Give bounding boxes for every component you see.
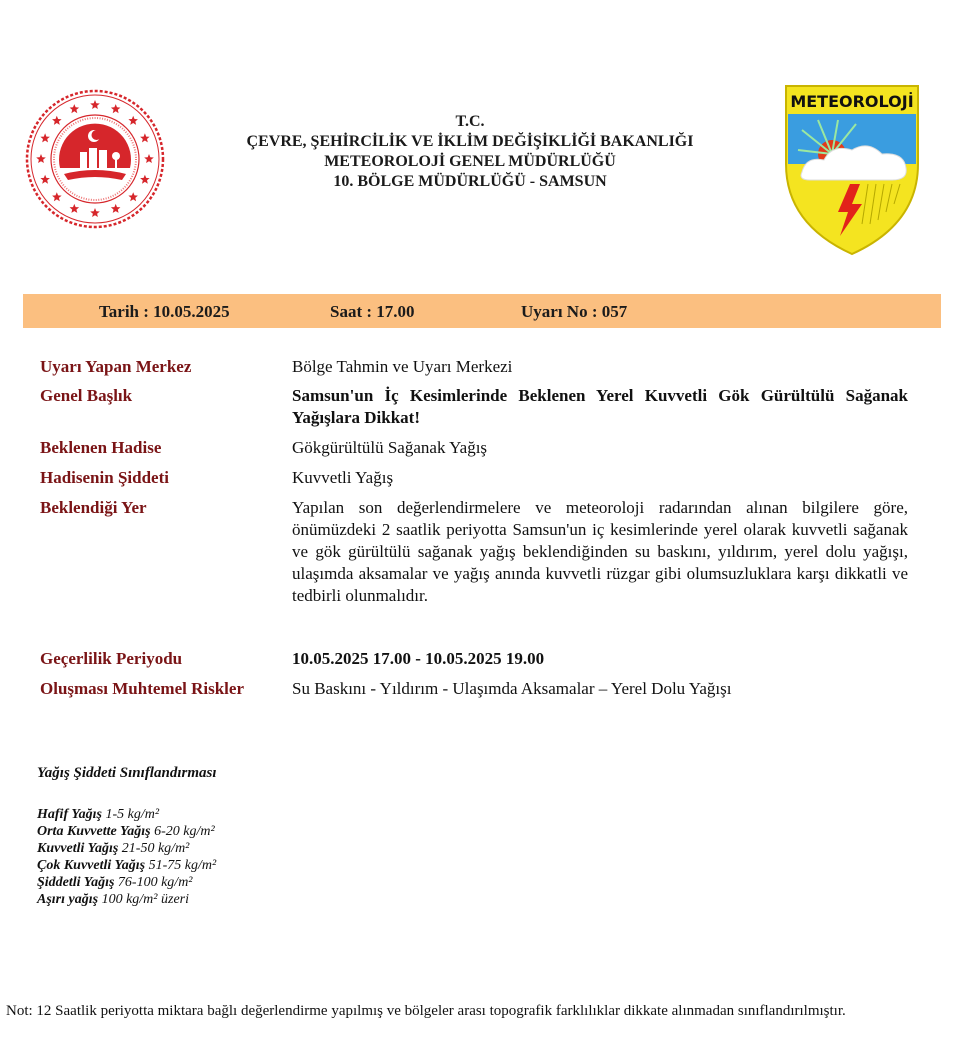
warning-date: Tarih : 10.05.2025 (99, 302, 230, 321)
warning-time: Saat : 17.00 (330, 302, 415, 321)
classification-title (37, 765, 217, 782)
document-header (200, 112, 740, 192)
warning-info-band (23, 294, 941, 328)
classification-item: Şiddetli Yağış 76-100 kg/m² (37, 875, 193, 890)
star-icon (144, 154, 154, 163)
field-value: Yapılan son değerlendirmelere ve meteoroloji radarından alınan bilgilere göre, önümüzdeki 2 saatlik periyotta Samsun'un iç kesimlerinde yerel olarak kuvvetli sağanak ve gök gürültülü sağanak yağış beklendiğinden su baskını, yıldırım, yerel dolu yağışı, ulaşımda aksamalar ve yağış anında kuvvetli rüzgar gibi olumsuzluklara karşı dikkatli ve tedbirli olunmalıdır. (292, 498, 908, 605)
star-icon (128, 192, 138, 201)
star-icon (90, 100, 100, 109)
field-label: Genel Başlık (40, 386, 133, 405)
field-value: Samsun'un İç Kesimlerinde Beklenen Yerel Kuvvetli Gök Gürültülü Sağanak Yağışlara Dikkat! (292, 386, 908, 427)
star-icon (40, 175, 50, 184)
logo-text: METEOROLOJİ (790, 92, 914, 111)
header-line-tc: T.C. (455, 113, 485, 130)
field-label: Beklenen Hadise (40, 438, 162, 457)
field-label: Geçerlilik Periyodu (40, 649, 183, 668)
star-icon (70, 104, 80, 113)
field-value: Su Baskını - Yıldırım - Ulaşımda Aksamalar – Yerel Dolu Yağışı (292, 679, 732, 698)
field-value: Gökgürültülü Sağanak Yağış (292, 438, 488, 457)
classification-item: Çok Kuvvetli Yağış 51-75 kg/m² (37, 858, 217, 873)
star-icon (140, 175, 150, 184)
field-label: Uyarı Yapan Merkez (40, 357, 192, 376)
classification-item: Orta Kuvvette Yağış 6-20 kg/m² (37, 824, 215, 839)
field-value: 10.05.2025 17.00 - 10.05.2025 19.00 (292, 649, 545, 668)
classification-item: Kuvvetli Yağış 21-50 kg/m² (37, 841, 190, 856)
field-value: Bölge Tahmin ve Uyarı Merkezi (292, 357, 513, 376)
star-icon (128, 116, 138, 125)
star-icon (111, 204, 121, 213)
warning-number: Uyarı No : 057 (521, 302, 628, 321)
classification-title-text: Yağış Şiddeti Sınıflandırması (37, 765, 217, 781)
classification-item: Aşırı yağış 100 kg/m² üzeri (37, 892, 189, 907)
meteoroloji-logo-icon (782, 84, 922, 256)
ministry-emblem-icon (24, 88, 166, 230)
field-label: Hadisenin Şiddeti (40, 468, 169, 487)
star-icon (36, 154, 46, 163)
star-icon (52, 116, 62, 125)
star-icon (140, 133, 150, 142)
star-icon (111, 104, 121, 113)
star-icon (40, 133, 50, 142)
star-icon (70, 204, 80, 213)
classification-list (37, 806, 216, 908)
header-line-ministry: ÇEVRE, ŞEHİRCİLİK VE İKLİM DEĞİŞİKLİĞİ BAKANLIĞI (246, 133, 694, 150)
star-icon (90, 208, 100, 217)
star-icon (52, 192, 62, 201)
header-line-directorate: METEOROLOJİ GENEL MÜDÜRLÜĞÜ (324, 153, 616, 170)
field-label: Oluşması Muhtemel Riskler (40, 679, 244, 698)
field-value: Kuvvetli Yağış (292, 468, 394, 487)
classification-item: Hafif Yağış 1-5 kg/m² (37, 807, 160, 822)
header-line-region: 10. BÖLGE MÜDÜRLÜĞÜ - SAMSUN (333, 173, 607, 190)
field-label: Beklendiği Yer (40, 498, 147, 517)
footnote: Not: 12 Saatlik periyotta miktara bağlı değerlendirme yapılmış ve bölgeler arası topografik farklılıklar dikkate alınmadan sınıflandırılmıştır. (6, 1003, 846, 1019)
